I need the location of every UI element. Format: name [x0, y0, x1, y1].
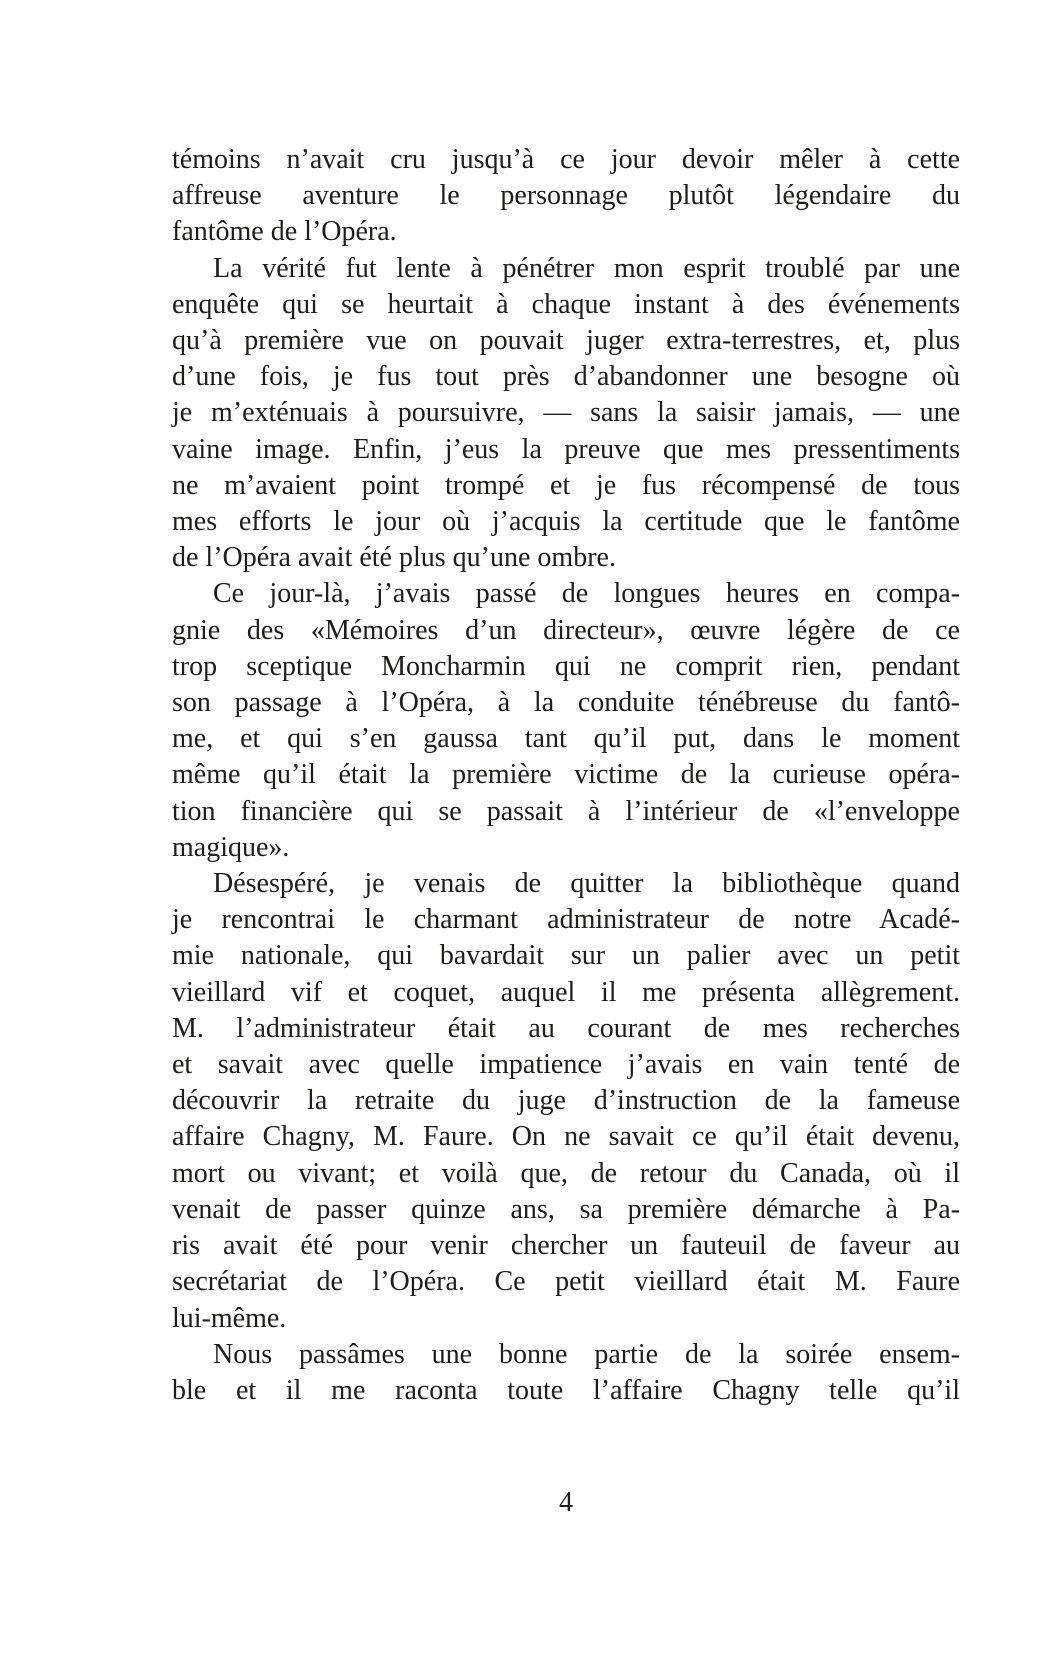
- text-line: vaine image. Enfin, j’eus la preuve que mes pressentiments: [172, 433, 960, 465]
- text-line: qu’à première vue on pouvait juger extra-terrestres, et, plus: [172, 325, 960, 357]
- text-line: je rencontrai le charmant administrateur de notre Acadé-: [172, 904, 960, 936]
- text-line: affaire Chagny, M. Faure. On ne savait ce qu’il était devenu,: [172, 1121, 960, 1153]
- text-line: fantôme de l’Opéra.: [172, 216, 397, 248]
- paragraph: [172, 866, 960, 1337]
- text-line: La vérité fut lente à pénétrer mon esprit troublé par une: [213, 252, 960, 284]
- text-line: découvrir la retraite du juge d’instruction de la fameuse: [172, 1085, 960, 1117]
- text-line: son passage à l’Opéra, à la conduite ténébreuse du fantô-: [172, 687, 960, 719]
- text-line: venait de passer quinze ans, sa première démarche à Pa-: [172, 1193, 960, 1225]
- text-line: Désespéré, je venais de quitter la bibliothèque quand: [213, 868, 960, 900]
- text-line: Nous passâmes une bonne partie de la soirée ensem-: [213, 1338, 960, 1370]
- text-line: Ce jour-là, j’avais passé de longues heures en compa-: [213, 578, 960, 610]
- text-line: même qu’il était la première victime de la curieuse opéra-: [172, 759, 960, 791]
- text-line: lui-même.: [172, 1302, 287, 1334]
- text-line: ris avait été pour venir chercher un fauteuil de faveur au: [172, 1230, 960, 1262]
- page-number: 4: [559, 1487, 573, 1518]
- text-line: gnie des «Mémoires d’un directeur», œuvre légère de ce: [172, 614, 960, 646]
- text-line: de l’Opéra avait été plus qu’une ombre.: [172, 542, 616, 574]
- text-line: tion financière qui se passait à l’intérieur de «l’enveloppe: [172, 795, 960, 827]
- text-line: témoins n’avait cru jusqu’à ce jour devoir mêler à cette: [172, 144, 960, 175]
- text-line: magique».: [172, 831, 290, 863]
- text-line: trop sceptique Moncharmin qui ne comprit rien, pendant: [172, 650, 960, 682]
- text-line: je m’exténuais à poursuivre, — sans la saisir jamais, — une: [172, 397, 960, 429]
- text-line: M. l’administrateur était au courant de mes recherches: [172, 1012, 960, 1044]
- text-line: mort ou vivant; et voilà que, de retour du Canada, où il: [172, 1157, 960, 1189]
- paragraph: [172, 142, 960, 251]
- paragraph: [172, 576, 960, 866]
- text-line: ne m’avaient point trompé et je fus récompensé de tous: [172, 469, 960, 501]
- paragraph: [172, 1337, 960, 1409]
- text-line: d’une fois, je fus tout près d’abandonner une besogne où: [172, 361, 960, 393]
- text-line: et savait avec quelle impatience j’avais en vain tenté de: [172, 1049, 960, 1081]
- text-line: ble et il me raconta toute l’affaire Chagny telle qu’il: [172, 1374, 960, 1406]
- page-text: [172, 142, 960, 1409]
- text-line: me, et qui s’en gaussa tant qu’il put, dans le moment: [172, 723, 960, 755]
- text-line: enquête qui se heurtait à chaque instant à des événements: [172, 288, 960, 320]
- text-line: affreuse aventure le personnage plutôt légendaire du: [172, 180, 960, 212]
- text-line: mie nationale, qui bavardait sur un palier avec un petit: [172, 940, 960, 972]
- text-line: mes efforts le jour où j’acquis la certitude que le fantôme: [172, 506, 960, 538]
- text-line: secrétariat de l’Opéra. Ce petit vieillard était M. Faure: [172, 1266, 960, 1298]
- text-line: vieillard vif et coquet, auquel il me présenta allègrement.: [172, 976, 960, 1008]
- paragraph: [172, 251, 960, 577]
